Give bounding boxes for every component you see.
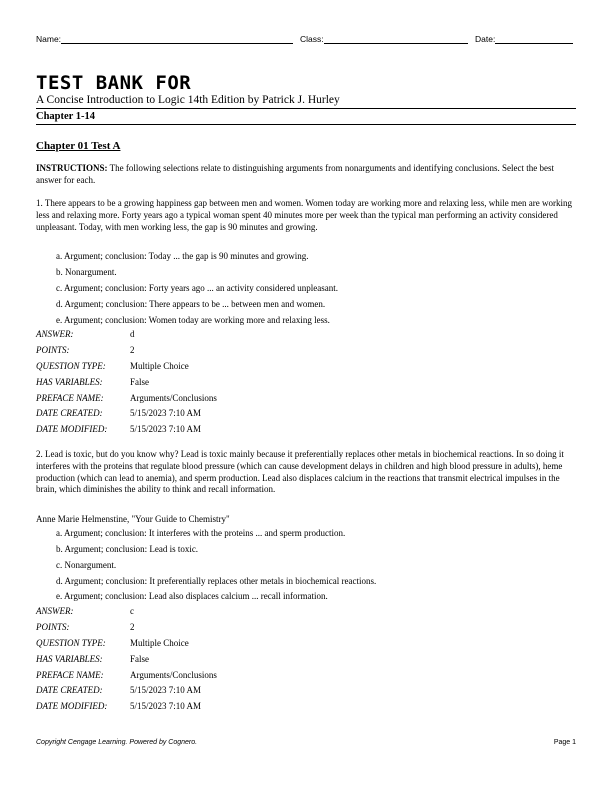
question-type-value: Multiple Choice	[130, 361, 189, 371]
preface-name-label: PREFACE NAME:	[36, 393, 104, 403]
preface-name-label: PREFACE NAME:	[36, 670, 104, 680]
points-value: 2	[130, 345, 135, 355]
date-created-value: 5/15/2023 7:10 AM	[130, 408, 202, 418]
date-created-label: DATE CREATED:	[36, 408, 103, 418]
has-variables-value: False	[130, 377, 149, 387]
chapter-divider	[36, 124, 576, 125]
book-subtitle: A Concise Introduction to Logic 14th Edition by Patrick J. Hurley	[36, 94, 340, 106]
answer-label: ANSWER:	[36, 606, 74, 616]
name-line	[61, 34, 293, 44]
test-title: Chapter 01 Test A	[36, 140, 121, 152]
points-label: POINTS:	[36, 622, 70, 632]
preface-name-value: Arguments/Conclusions	[130, 670, 217, 680]
points-label: POINTS:	[36, 345, 70, 355]
answer-option[interactable]: b. Argument; conclusion: Lead is toxic.	[56, 544, 199, 554]
name-label: Name:	[36, 34, 62, 44]
date-created-value: 5/15/2023 7:10 AM	[130, 685, 202, 695]
answer-value: d	[130, 329, 135, 339]
date-modified-value: 5/15/2023 7:10 AM	[130, 424, 202, 434]
name-field	[36, 34, 293, 44]
date-field	[475, 34, 573, 44]
has-variables-label: HAS VARIABLES:	[36, 377, 103, 387]
answer-option[interactable]: b. Nonargument.	[56, 267, 117, 277]
footer-copyright: Copyright Cengage Learning. Powered by Cognero.	[36, 739, 198, 746]
date-modified-label: DATE MODIFIED:	[36, 701, 108, 711]
answer-option[interactable]: a. Argument; conclusion: Today ... the gap is 90 minutes and growing.	[56, 251, 309, 261]
answer-label: ANSWER:	[36, 329, 74, 339]
question-type-value: Multiple Choice	[130, 638, 189, 648]
question-type-label: QUESTION TYPE:	[36, 638, 106, 648]
class-field	[300, 34, 468, 44]
points-value: 2	[130, 622, 135, 632]
date-modified-label: DATE MODIFIED:	[36, 424, 108, 434]
class-label: Class:	[300, 34, 324, 44]
instructions-label: INSTRUCTIONS:	[36, 163, 108, 173]
title-divider	[36, 108, 576, 109]
date-modified-value: 5/15/2023 7:10 AM	[130, 701, 202, 711]
answer-option[interactable]: d. Argument; conclusion: It preferentially replaces other metals in biochemical reactions.	[56, 576, 377, 586]
answer-value: c	[130, 606, 134, 616]
date-label: Date:	[475, 34, 496, 44]
class-line	[324, 34, 468, 44]
question-text: 2. Lead is toxic, but do you know why? Lead is toxic mainly because it preferentially replaces other metals in biochemical reactions. In so doing it interferes with the proteins that regulate blood pressure (which can cause development delays in children and high blood pressure in adults), heme production (which can lead to anemia), and sperm production. Lead also displaces calcium in the reactions that transmit electrical impulses in the brain, which diminishes the ability to think and recall information.	[36, 449, 564, 495]
has-variables-label: HAS VARIABLES:	[36, 654, 103, 664]
answer-option[interactable]: c. Argument; conclusion: Forty years ago ... an activity considered unpleasant.	[56, 283, 339, 293]
answer-option[interactable]: e. Argument; conclusion: Women today are working more and relaxing less.	[56, 315, 330, 325]
answer-option[interactable]: d. Argument; conclusion: There appears to be ... between men and women.	[56, 299, 326, 309]
instructions	[36, 163, 576, 187]
chapter-range: Chapter 1-14	[36, 111, 96, 122]
preface-name-value: Arguments/Conclusions	[130, 393, 217, 403]
has-variables-value: False	[130, 654, 149, 664]
answer-option[interactable]: c. Nonargument.	[56, 560, 117, 570]
answer-option[interactable]: e. Argument; conclusion: Lead also displaces calcium ... recall information.	[56, 591, 328, 601]
date-line	[495, 34, 573, 44]
question-source: Anne Marie Helmenstine, "Your Guide to Chemistry"	[36, 514, 230, 524]
question-type-label: QUESTION TYPE:	[36, 361, 106, 371]
footer-page-number: Page 1	[553, 739, 576, 746]
instructions-text: The following selections relate to distinguishing arguments from nonarguments and identifying conclusions. Select the best answer for each.	[36, 163, 554, 185]
date-created-label: DATE CREATED:	[36, 685, 103, 695]
answer-option[interactable]: a. Argument; conclusion: It interferes with the proteins ... and sperm production.	[56, 528, 346, 538]
page-title: TEST BANK FOR	[36, 72, 192, 94]
question-text: 1. There appears to be a growing happiness gap between men and women. Women today are working more and relaxing less, while men are working less and relaxing more. Forty years ago a typical woman spent 40 minutes more per week than the typical man performing an activity considered unpleasant. Today, with men working less, the gap is 90 minutes and growing.	[36, 198, 573, 232]
